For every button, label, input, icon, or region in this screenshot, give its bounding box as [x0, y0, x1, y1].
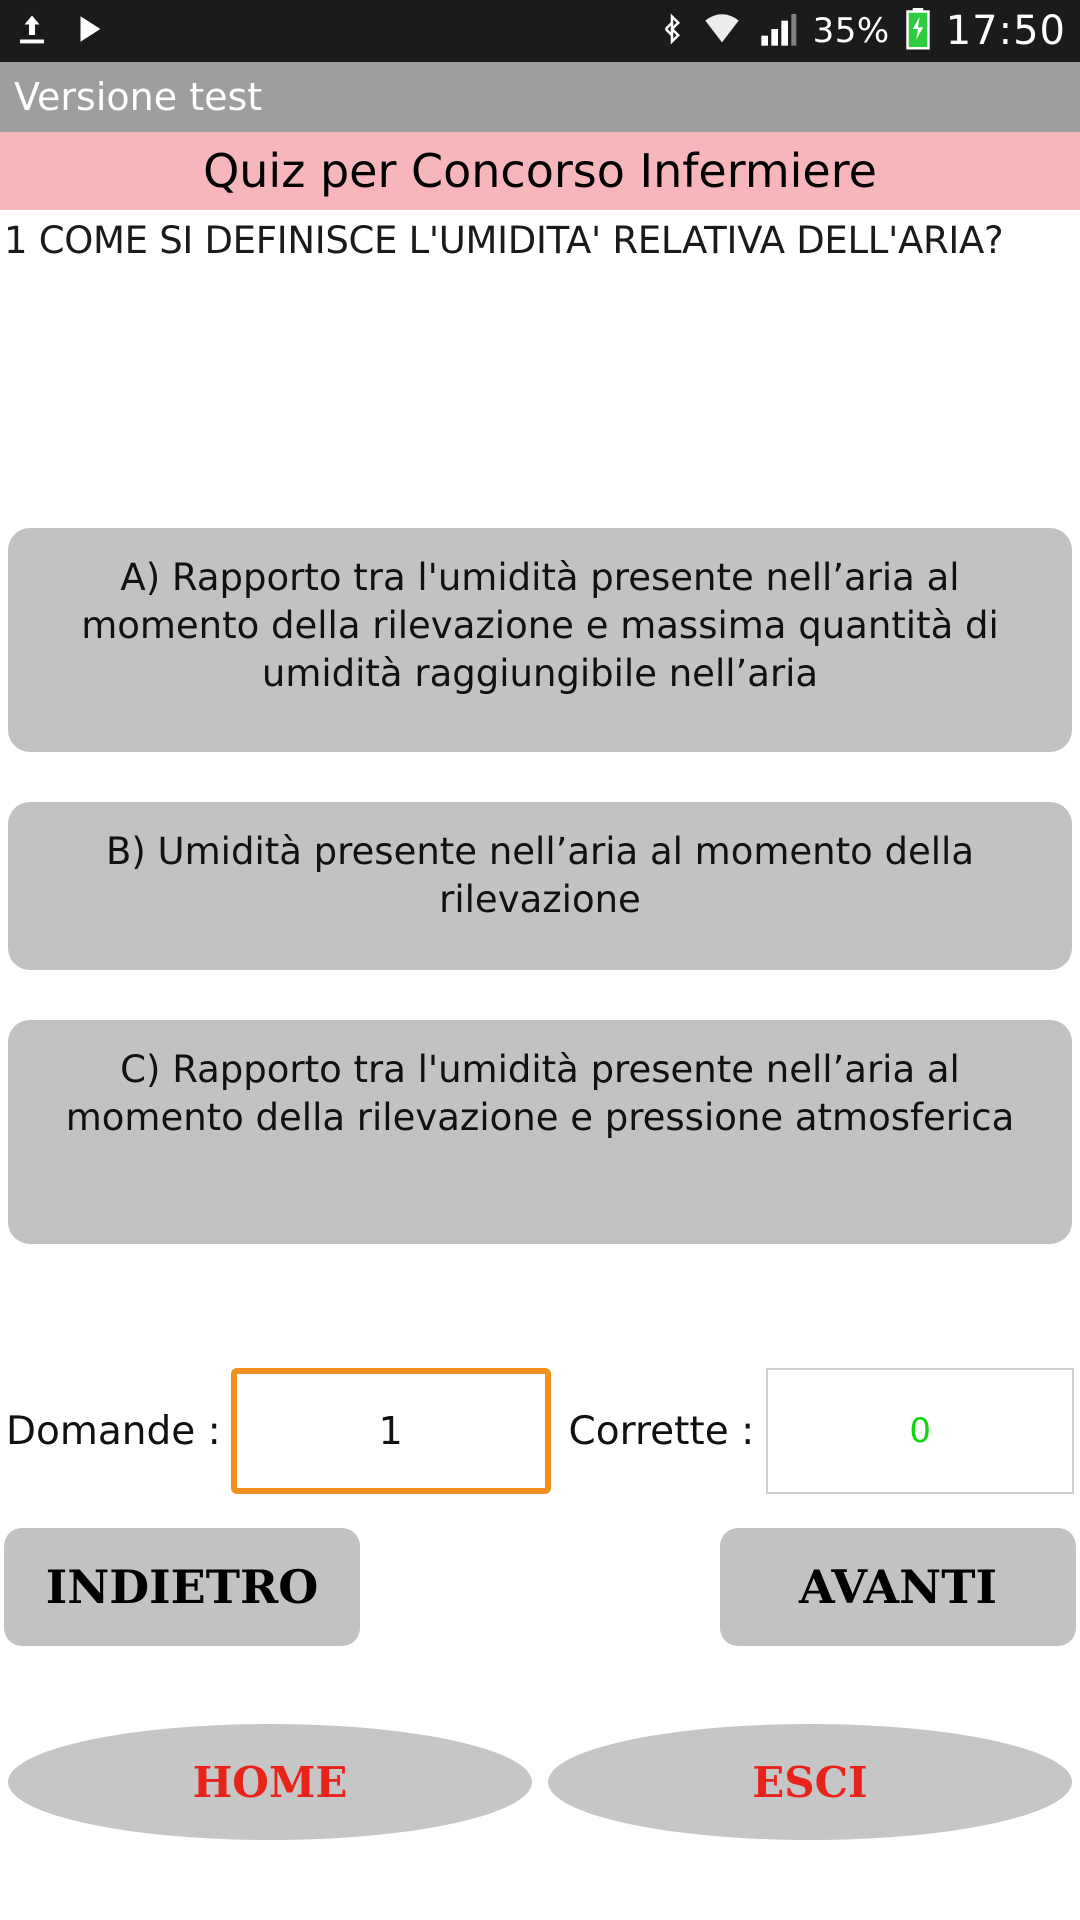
- answer-option-c[interactable]: C) Rapporto tra l'umidità presente nell’aria al momento della rilevazione e pressione atmosferica: [8, 1020, 1072, 1244]
- play-icon: [72, 10, 106, 52]
- app-bar: [0, 62, 1080, 132]
- status-bar-right: [657, 8, 1066, 54]
- correct-counter-value: 0: [766, 1368, 1074, 1494]
- navigation-row: [0, 1528, 1080, 1646]
- clock-label: 17:50: [945, 8, 1066, 54]
- bottom-row: [0, 1724, 1080, 1840]
- back-button[interactable]: INDIETRO: [4, 1528, 360, 1646]
- questions-counter-value: 1: [231, 1368, 551, 1494]
- wifi-icon: [701, 9, 743, 53]
- next-button[interactable]: AVANTI: [720, 1528, 1076, 1646]
- exit-button[interactable]: ESCI: [548, 1724, 1072, 1840]
- upload-icon: [14, 9, 50, 53]
- signal-icon: [757, 9, 799, 53]
- home-button[interactable]: HOME: [8, 1724, 532, 1840]
- question-text: 1 COME SI DEFINISCE L'UMIDITA' RELATIVA DELL'ARIA?: [4, 219, 1004, 262]
- bluetooth-icon: [657, 9, 687, 53]
- app-bar-title: Versione test: [14, 75, 263, 119]
- correct-counter-label: Corrette :: [568, 1408, 755, 1454]
- counters-row: [0, 1368, 1080, 1494]
- answer-list: [0, 528, 1080, 1294]
- quiz-title: Quiz per Concorso Infermiere: [203, 144, 877, 198]
- answer-option-b[interactable]: B) Umidità presente nell’aria al momento della rilevazione: [8, 802, 1072, 970]
- questions-counter-label: Domande :: [6, 1408, 221, 1454]
- answer-option-a[interactable]: A) Rapporto tra l'umidità presente nell’aria al momento della rilevazione e massima quantità di umidità raggiungibile nell’aria: [8, 528, 1072, 752]
- status-bar-left: [14, 9, 106, 53]
- battery-percent-label: 35%: [812, 11, 890, 51]
- battery-charging-icon: [904, 8, 932, 54]
- quiz-title-banner: [0, 132, 1080, 210]
- status-bar: [0, 0, 1080, 62]
